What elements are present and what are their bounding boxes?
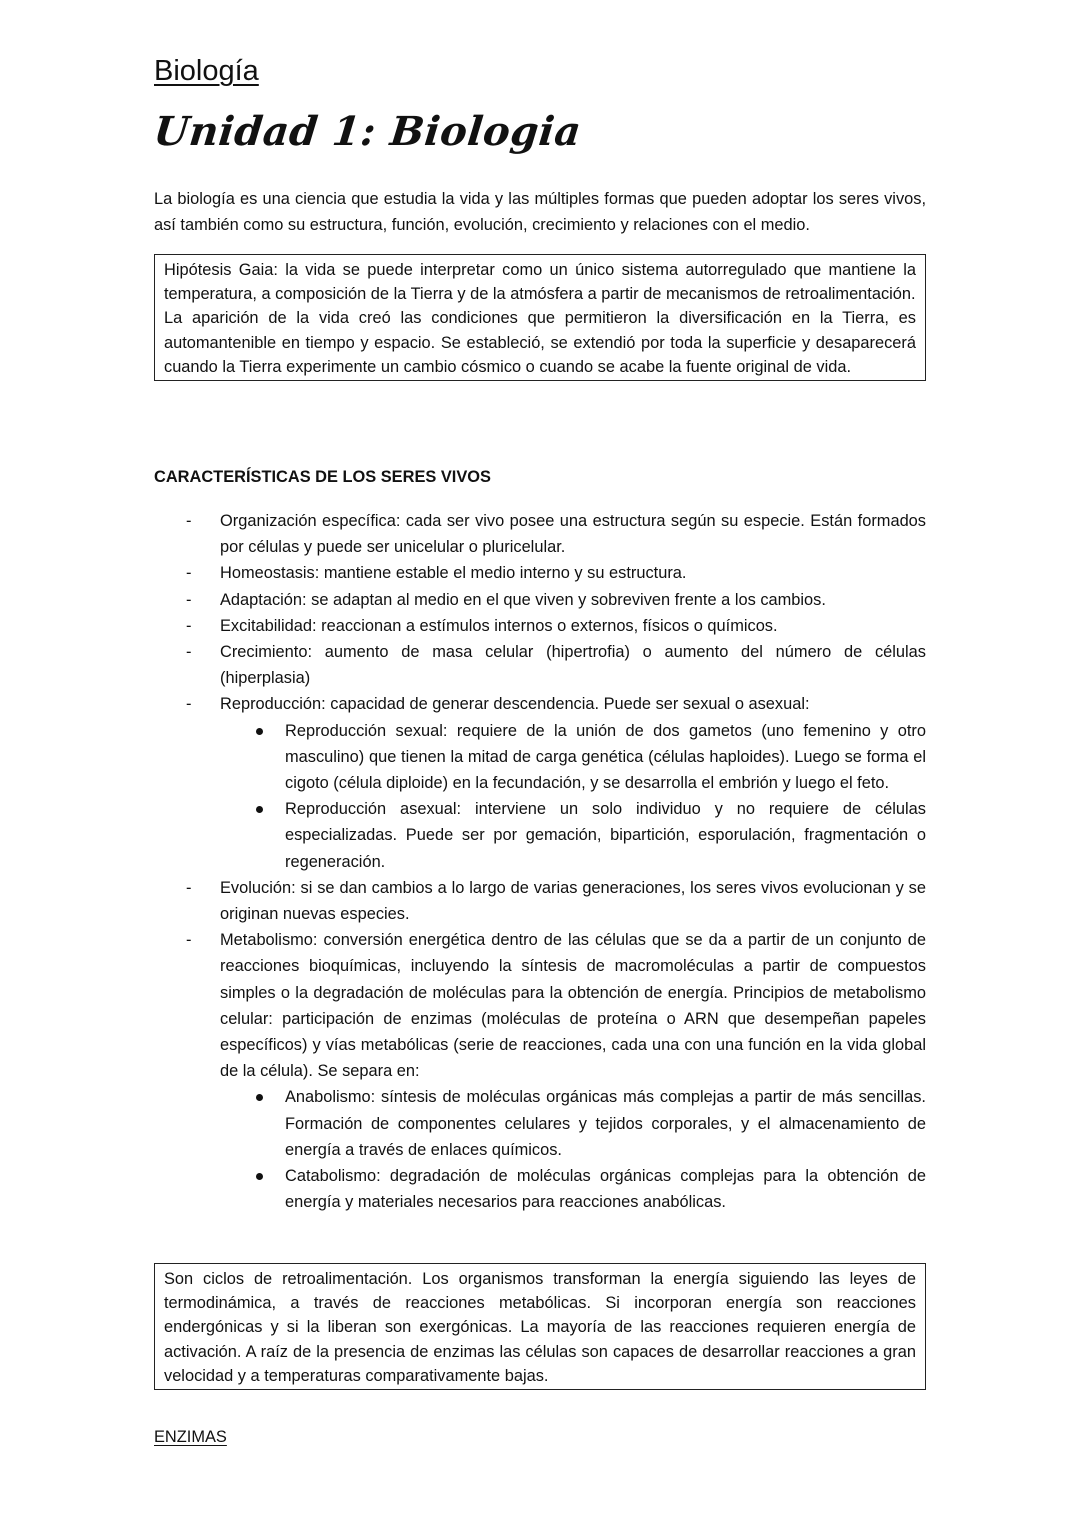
sublist-item-anabolismo (154, 1084, 926, 1163)
list-item-text: Homeostasis: mantiene estable el medio interno y su estructura. (220, 564, 687, 583)
dash-marker: - (186, 590, 192, 609)
gaia-hypothesis-box (154, 254, 926, 381)
list-item-text: Evolución: si se dan cambios a lo largo de varias generaciones, los seres vivos evolucionan y se originan nuevas especies. (220, 878, 926, 924)
dash-marker: - (186, 695, 192, 714)
list-item-text: Organización específica: cada ser vivo posee una estructura según su especie. Están formados por células y puede ser unicelular o pluricelular. (220, 512, 926, 557)
dash-marker: - (186, 616, 192, 635)
bullet-icon (256, 1173, 263, 1180)
dash-marker: - (186, 564, 192, 583)
gaia-paragraph-2: La aparición de la vida creó las condiciones que permitieron la diversificación en la Tierra, es automantenible en tiempo y espacio. Se estableció, se extendió por toda la superficie y desaparecerá cuando la Tierra experimente un cambio cósmico o cuando se acabe la fuente original de vida. (164, 309, 916, 376)
sublist-item-sexual (154, 718, 926, 797)
unit-title: Unidad 1: Biologia (151, 108, 584, 155)
document-title: Biología (154, 55, 259, 87)
metabolism-note-box (154, 1263, 926, 1390)
metabolism-sublist (154, 1084, 926, 1215)
dash-marker: - (186, 512, 192, 530)
list-item-text: Metabolismo: conversión energética dentro de las células que se da a partir de un conjunto de reacciones bioquímicas, incluyendo la síntesis de macromoléculas a partir de compuestos simples o la degradación de moléculas para la obtención de energía. Principios de metabolismo celular: participación de enzimas (moléculas de proteína o ARN que desempeñan papeles específicos) y vías metabólicas (serie de reacciones, cada una con una función en la vida global de la célula). Se separa en: (220, 931, 926, 1081)
dash-marker: - (186, 643, 192, 662)
sublist-item-asexual (154, 796, 926, 875)
list-item-crecimiento (154, 639, 926, 691)
list-item-organizacion (154, 508, 926, 560)
section-heading-characteristics: CARACTERÍSTICAS DE LOS SERES VIVOS (154, 468, 491, 486)
list-item-homeostasis (154, 560, 926, 586)
bullet-icon (256, 728, 263, 735)
sublist-item-catabolismo (154, 1163, 926, 1215)
list-item-text: Adaptación: se adaptan al medio en el que viven y sobreviven frente a los cambios. (220, 590, 826, 609)
list-item-text: Reproducción: capacidad de generar descendencia. Puede ser sexual o asexual: (220, 695, 810, 714)
list-item-evolucion (154, 875, 926, 927)
dash-marker: - (186, 931, 192, 950)
sublist-item-text: Reproducción asexual: interviene un solo individuo y no requiere de células especializadas. Puede ser por gemación, bipartición, esporulación, fragmentación o regeneración. (285, 800, 926, 871)
list-item-excitabilidad (154, 613, 926, 639)
bullet-icon (256, 806, 263, 813)
sublist-item-text: Catabolismo: degradación de moléculas orgánicas complejas para la obtención de energía y materiales necesarios para reacciones anabólicas. (285, 1167, 926, 1212)
list-item-text: Crecimiento: aumento de masa celular (hipertrofia) o aumento del número de células (hiperplasia) (220, 643, 926, 688)
list-item-text: Excitabilidad: reaccionan a estímulos internos o externos, físicos o químicos. (220, 616, 778, 635)
dash-marker: - (186, 878, 192, 897)
characteristics-list (154, 508, 926, 1215)
list-item-metabolismo (154, 927, 926, 1215)
bullet-icon (256, 1094, 263, 1101)
sublist-item-text: Anabolismo: síntesis de moléculas orgánicas más complejas a partir de más sencillas. Formación de componentes celulares y tejidos corporales, y el almacenamiento de energía a través de enlaces químicos. (285, 1088, 926, 1159)
reproduction-sublist (154, 718, 926, 875)
list-item-adaptacion (154, 587, 926, 613)
gaia-paragraph-1: Hipótesis Gaia: la vida se puede interpretar como un único sistema autorregulado que mantiene la temperatura, a composición de la Tierra y de la atmósfera a partir de mecanismos de retroalimentación. (164, 261, 916, 304)
list-item-reproduccion (154, 691, 926, 874)
section-heading-enzimas: ENZIMAS (154, 1428, 227, 1446)
metabolism-note-text: Son ciclos de retroalimentación. Los organismos transforman la energía siguiendo las leyes de termodinámica, a través de reacciones metabólicas. Si incorporan energía son reacciones endergónicas y si la liberan son exergónicas. La mayoría de las reacciones requieren energía de activación. A raíz de la presencia de enzimas las células son capaces de desarrollar reacciones a gran velocidad y a temperaturas comparativamente bajas. (164, 1270, 916, 1385)
sublist-item-text: Reproducción sexual: requiere de la unión de dos gametos (uno femenino y otro masculino) que tienen la mitad de carga genética (células haploides). Luego se forma el cigoto (célula diploide) en la fecundación, y se desarrolla el embrión y luego el feto. (285, 721, 926, 793)
intro-paragraph: La biología es una ciencia que estudia la vida y las múltiples formas que pueden adoptar los seres vivos, así también como su estructura, función, evolución, crecimiento y relaciones con el medio. (154, 190, 926, 234)
